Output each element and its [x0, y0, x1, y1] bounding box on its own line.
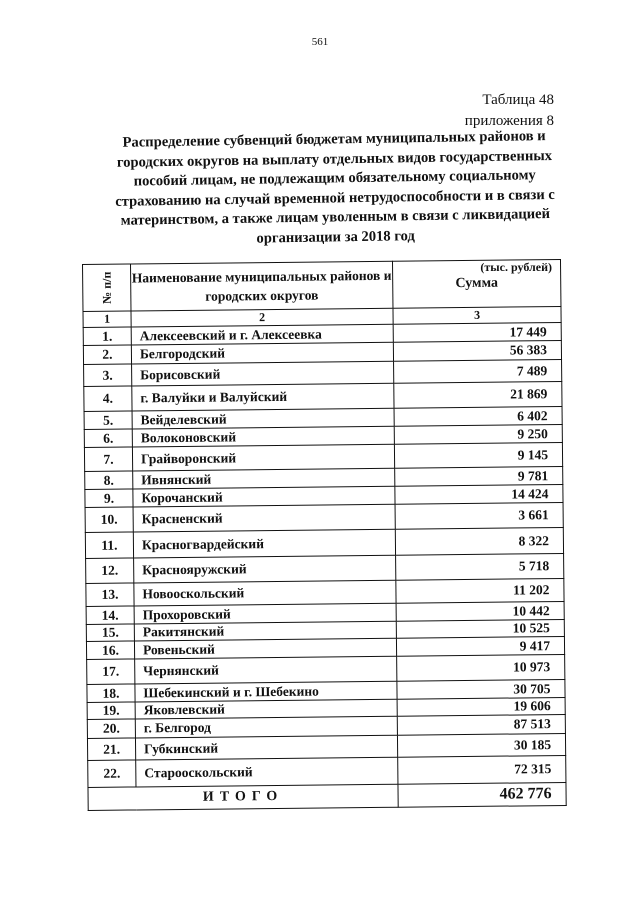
- district-name: г. Белгород: [135, 716, 397, 738]
- district-name: Краснояружский: [134, 555, 396, 583]
- row-sum: 5 718: [396, 553, 564, 580]
- row-sum: 9 250: [394, 424, 562, 444]
- row-number: 1.: [83, 327, 131, 346]
- row-sum: 10 442: [396, 601, 564, 621]
- row-number: 5.: [84, 411, 132, 430]
- total-row: [88, 782, 566, 810]
- district-name: Прохоровский: [134, 603, 396, 624]
- table-ref-line1: Таблица 48: [482, 92, 554, 108]
- row-number: 11.: [85, 532, 133, 559]
- row-number: 6.: [84, 429, 132, 448]
- district-name: Ровеньский: [134, 638, 396, 659]
- district-name: Яковлевский: [135, 699, 397, 719]
- row-number: 15.: [86, 624, 134, 642]
- row-sum: 3 661: [395, 502, 563, 529]
- row-number: 2.: [83, 345, 131, 365]
- district-name: Красногвардейский: [133, 529, 395, 558]
- row-sum: 30 705: [397, 679, 565, 699]
- row-number: 19.: [87, 702, 135, 720]
- row-sum: 6 402: [394, 406, 562, 426]
- row-sum: 10 973: [397, 654, 565, 681]
- row-sum: 9 417: [396, 636, 564, 656]
- district-name: Новооскольский: [134, 580, 396, 606]
- header-num-cell: [83, 264, 131, 312]
- row-sum: 56 383: [393, 340, 561, 361]
- row-sum: 72 315: [398, 755, 566, 784]
- district-name: Борисовский: [132, 361, 394, 386]
- district-name: Грайворонский: [132, 444, 394, 471]
- header-name: Наименование муниципальных районов и городских округов: [131, 261, 393, 311]
- district-name: Красненский: [133, 504, 395, 532]
- row-sum: 30 185: [397, 733, 565, 757]
- row-sum: 7 489: [394, 359, 562, 383]
- row-sum: 11 202: [396, 578, 564, 603]
- row-sum: 21 869: [394, 381, 562, 408]
- header-sum: Сумма: [392, 259, 560, 308]
- row-number: 3.: [84, 364, 132, 387]
- units-label: (тыс. рублей): [480, 260, 552, 274]
- district-name: г. Валуйки и Валуйский: [132, 383, 394, 411]
- row-sum: 10 525: [396, 619, 564, 638]
- district-name: Ивнянский: [133, 468, 395, 489]
- document-title: Распределение субвенций бюджетам муниципальных районов и городских округов на выплату отдельных видов государственных пособий лицам, не подлежащим обязательному социальному страхованию на случай временной нетрудоспособности и в связи с материнством, а также лицам уволенным в связи с ликвидацией организации за 2018 год: [115, 128, 555, 247]
- table-reference: [465, 90, 554, 132]
- row-number: 12.: [86, 558, 134, 584]
- district-name: Корочанский: [133, 486, 395, 507]
- district-name: Ракитянский: [134, 621, 396, 641]
- row-sum: 9 781: [395, 466, 563, 486]
- col-number-3: 3: [393, 306, 561, 324]
- row-sum: 87 513: [397, 714, 565, 735]
- row-sum: 8 322: [395, 527, 563, 555]
- row-number: 4.: [84, 386, 132, 412]
- row-number: 16.: [86, 641, 134, 660]
- row-sum: 19 606: [397, 697, 565, 716]
- subsidy-table-wrapper: [82, 259, 566, 834]
- row-number: 22.: [88, 760, 136, 788]
- row-number: 21.: [87, 738, 135, 761]
- row-sum: 9 145: [394, 442, 562, 468]
- subsidy-table: [82, 259, 567, 811]
- row-number: 17.: [87, 659, 135, 685]
- district-name: Белгородский: [131, 342, 393, 364]
- row-number: 13.: [86, 583, 134, 607]
- row-number: 9.: [85, 489, 133, 508]
- row-number: 18.: [87, 684, 135, 703]
- district-name: Губкинский: [135, 735, 397, 760]
- district-name: Вейделевский: [132, 408, 394, 429]
- row-number: 8.: [85, 471, 133, 490]
- district-name: Волоконовский: [132, 426, 394, 447]
- col-number-2: 2: [131, 308, 393, 327]
- total-label: ИТОГО: [88, 784, 398, 810]
- header-row: [83, 259, 561, 311]
- row-number: 20.: [87, 719, 135, 739]
- total-sum: 462 776: [398, 782, 566, 807]
- table-ref-line2: приложения 8: [464, 113, 554, 129]
- district-name: Чернянский: [135, 656, 397, 684]
- col-number-1: 1: [83, 311, 131, 328]
- district-name: Шебекинский и г. Шебекино: [135, 681, 397, 702]
- row-sum: 14 424: [395, 484, 563, 504]
- header-num: № п/п: [99, 271, 114, 304]
- row-number: 7.: [84, 447, 132, 472]
- row-sum: 17 449: [393, 322, 561, 342]
- district-name: Алексеевский и г. Алексеевка: [131, 324, 393, 345]
- district-name: Старооскольский: [136, 757, 398, 787]
- row-number: 10.: [85, 507, 133, 533]
- page-number: 561: [311, 36, 329, 48]
- row-number: 14.: [86, 606, 134, 625]
